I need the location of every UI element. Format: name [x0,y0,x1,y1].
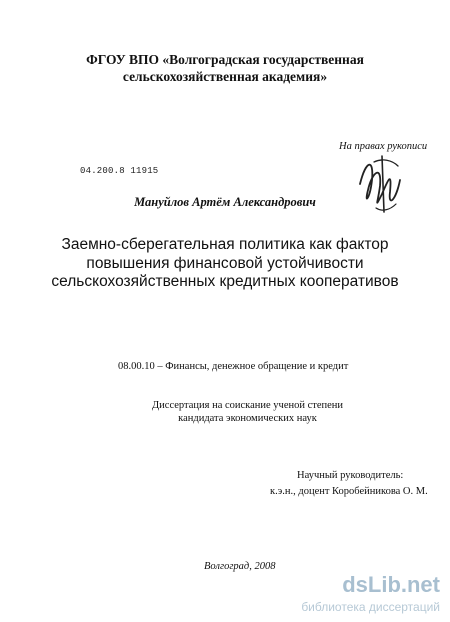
title-line-1: Заемно-сберегательная политика как фактор [61,236,389,253]
title-line-2: повышения финансовой устойчивости [86,254,364,272]
watermark-logo: dsLib.net [342,572,440,597]
title-line-3: сельскохозяйственных кредитных кооперативов [51,273,399,290]
dissertation-title [0,236,450,292]
supervisor-label: Научный руководитель: [297,470,404,481]
inventory-number: 04.200.8 11915 [80,166,159,176]
specialty-code: 08.00.10 – Финансы, денежное обращение и кредит [118,361,349,372]
supervisor-name: к.э.н., доцент Коробейникова О. М. [270,486,428,497]
degree-line-1: Диссертация на соискание ученой степени [152,400,344,411]
watermark-tagline: библиотека диссертаций [301,600,440,614]
author-name: Мануйлов Артём Александрович [134,195,316,209]
degree-line-2: кандидата экономических наук [178,413,317,424]
institution-line-2: сельскохозяйственная академия» [122,69,328,84]
institution-header [0,51,450,85]
institution-line-1: ФГОУ ВПО «Волгоградская государственная [86,52,364,67]
city-year: Волгоград, 2008 [204,561,276,572]
degree-statement [152,399,343,425]
watermark [280,572,446,618]
rights-note: На правах рукописи [339,141,428,152]
